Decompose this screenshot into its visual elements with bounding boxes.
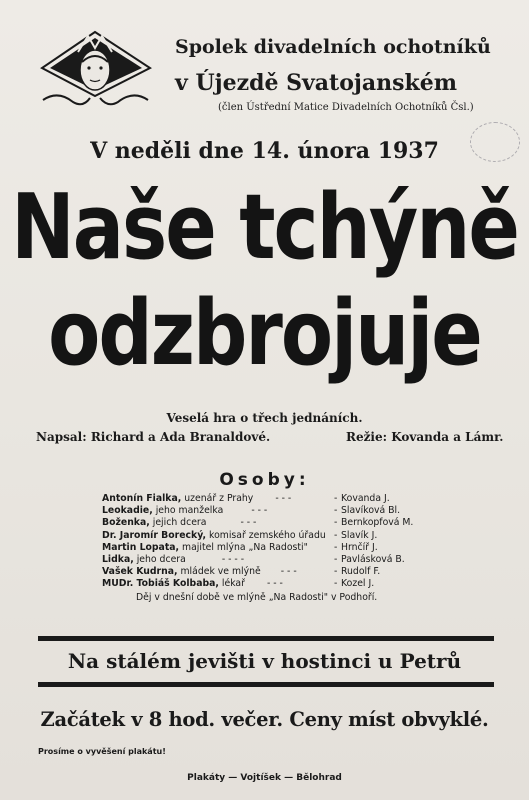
play-title-line1: Naše tchýně [11, 173, 518, 280]
cast-list [102, 493, 442, 591]
character-name: Boženka, [102, 517, 150, 529]
play-director: Režie: Kovanda a Lámr. [346, 430, 504, 444]
cast-row [102, 493, 442, 505]
actor-name: Bernkopfová M. [341, 517, 414, 529]
character-desc: jeho manželka [152, 505, 224, 517]
cast-row [102, 517, 442, 529]
character-desc: lékař [218, 578, 245, 590]
play-author: Napsal: Richard a Ada Branaldové. [36, 430, 271, 444]
cast-row [102, 530, 442, 542]
character-name: Lidka, [102, 553, 134, 565]
character-desc: majitel mlýna „Na Radosti" [179, 541, 308, 553]
play-title-line2: odzbrojuje [48, 279, 481, 386]
cast-filler: - - - [266, 578, 283, 590]
actor-name: Kozel J. [341, 578, 375, 590]
play-setting: Děj v dnešní době ve mlýně „Na Radosti" v Podhoří. [136, 592, 378, 603]
cast-filler: - - - - [221, 553, 245, 565]
character-name: Dr. Jaromír Borecký, [102, 529, 207, 541]
cast-dash: - [334, 529, 338, 541]
actor-name: Slavíková Bl. [341, 505, 401, 517]
start-time-and-prices: Začátek v 8 hod. večer. Ceny míst obvyklé. [40, 708, 489, 731]
cast-dash: - [334, 517, 338, 529]
society-membership-note: (člen Ústřední Matice Divadelních Ochotníků Čsl.) [218, 102, 474, 113]
character-desc: komisař zemského úřadu [206, 529, 326, 541]
cast-filler: - - - [280, 566, 297, 578]
performance-date: V neděli dne 14. února 1937 [90, 138, 439, 164]
actor-name: Pavlásková B. [341, 553, 405, 565]
cast-dash: - [334, 578, 338, 590]
cast-dash: - [334, 566, 338, 578]
character-desc: jeho dcera [133, 553, 186, 565]
actor-name: Rudolf F. [341, 566, 381, 578]
cast-filler: - - - [275, 493, 292, 504]
cast-row [102, 554, 442, 566]
divider-bottom [38, 682, 494, 687]
cast-dash: - [334, 541, 338, 553]
actor-name: Slavík J. [341, 529, 378, 541]
posting-request: Prosíme o vyvěšení plakátu! [38, 747, 166, 756]
cast-filler: - - - [240, 517, 257, 529]
cast-row [102, 542, 442, 554]
cast-row [102, 578, 442, 590]
venue: Na stálém jevišti v hostinci u Petrů [67, 649, 462, 673]
character-name: MUDr. Tobiáš Kolbaba, [102, 578, 219, 590]
society-name-line1: Spolek divadelních ochotníků [175, 36, 491, 58]
cast-heading: Osoby: [219, 470, 310, 490]
play-genre: Veselá hra o třech jednáních. [166, 411, 363, 425]
actor-name: Kovanda J. [341, 493, 390, 504]
cast-dash: - [334, 505, 338, 517]
character-desc: mládek ve mlýně [177, 566, 261, 578]
masks-logo-icon [38, 30, 153, 112]
character-name: Leokadie, [102, 505, 153, 517]
actor-name: Hrnčíř J. [341, 541, 378, 553]
character-name: Vašek Kudrna, [102, 566, 178, 578]
cast-dash: - [334, 553, 338, 565]
character-desc: jejich dcera [149, 517, 207, 529]
cast-row [102, 566, 442, 578]
character-desc: uzenář z Prahy [181, 493, 254, 504]
printer-credit: Plakáty — Vojtíšek — Bělohrad [187, 773, 342, 783]
society-name-line2: v Újezdě Svatojanském [175, 70, 457, 96]
cast-row [102, 505, 442, 517]
cast-filler: - - - [251, 505, 268, 517]
divider-top [38, 636, 494, 641]
character-name: Antonín Fialka, [102, 493, 182, 504]
character-name: Martin Lopata, [102, 541, 180, 553]
cast-dash: - [334, 493, 338, 504]
